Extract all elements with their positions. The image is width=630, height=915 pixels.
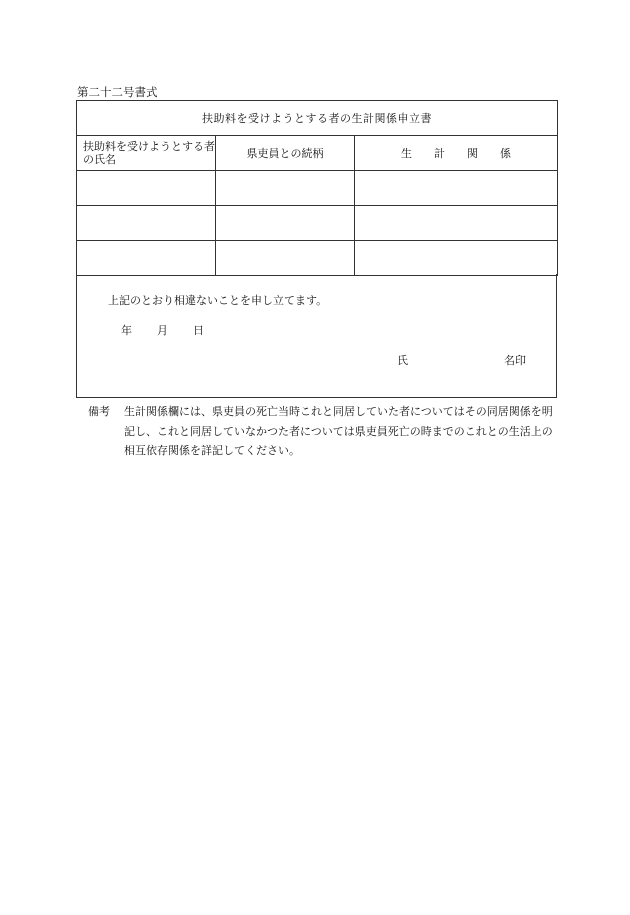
livelihood-column-header: 生 計 関 係 [355, 136, 558, 171]
application-table [76, 100, 558, 276]
date-day-label: 日 [193, 324, 204, 337]
name-cell[interactable] [77, 171, 216, 206]
livelihood-cell[interactable] [355, 171, 558, 206]
livelihood-cell[interactable] [355, 241, 558, 276]
table-row [77, 206, 558, 241]
relationship-cell[interactable] [216, 206, 355, 241]
relationship-column-header: 県吏員との続柄 [216, 136, 355, 171]
remarks-text: 生計関係欄には、県吏員の死亡当時これと同居していた者についてはその同居関係を明記し、これと同居していなかつた者については県吏員死亡の時までのこれとの生活上の相互依存関係を詳記してください。 [124, 405, 553, 457]
date-line[interactable] [121, 322, 204, 338]
date-year-label: 年 [121, 324, 132, 337]
relationship-cell[interactable] [216, 171, 355, 206]
remarks-label: 備考 [88, 405, 110, 418]
declaration-box [76, 274, 557, 398]
table-title: 扶助料を受けようとする者の生計関係申立書 [77, 101, 558, 136]
name-cell[interactable] [77, 241, 216, 276]
relationship-cell[interactable] [216, 241, 355, 276]
name-column-header: 扶助料を受けようとする者の氏名 [77, 136, 216, 171]
livelihood-cell[interactable] [355, 206, 558, 241]
form-number: 第二十二号書式 [77, 85, 158, 99]
seal-label: 名印 [504, 354, 526, 367]
name-cell[interactable] [77, 206, 216, 241]
name-label: 氏 [397, 354, 408, 367]
table-row [77, 241, 558, 276]
table-row [77, 171, 558, 206]
declaration-statement: 上記のとおり相違ないことを申し立てます。 [108, 294, 328, 307]
date-month-label: 月 [157, 324, 168, 337]
